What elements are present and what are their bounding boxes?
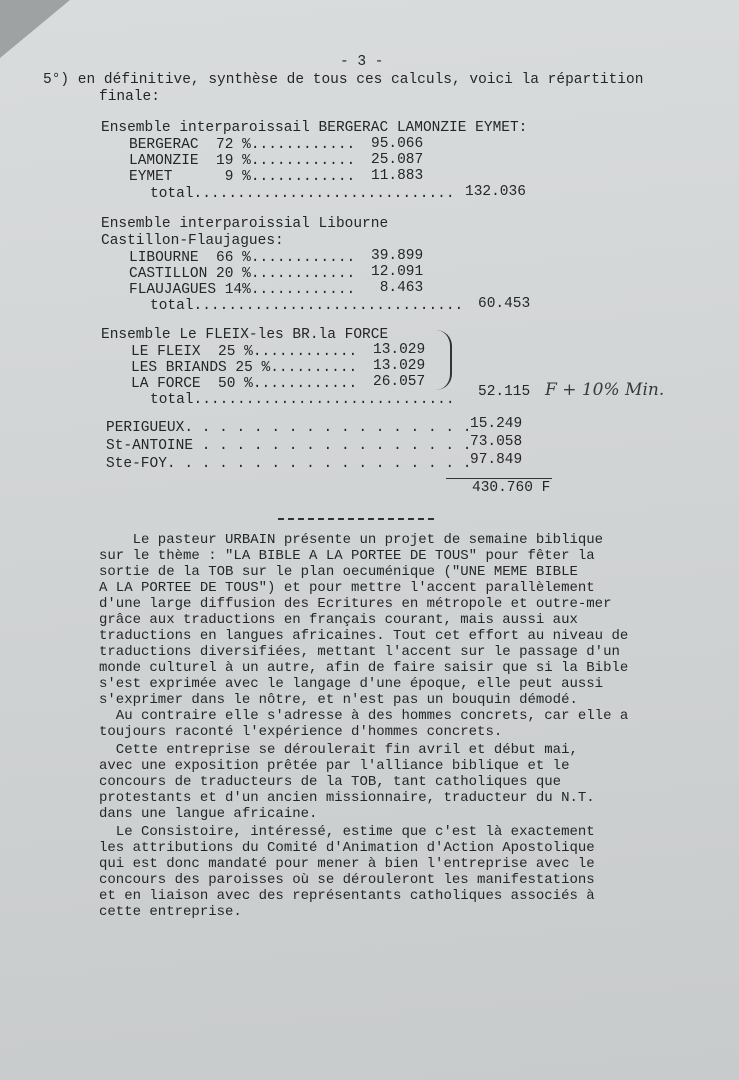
row-value: 11.883	[371, 168, 424, 184]
paragraph-line: Le pasteur URBAIN présente un projet de semaine biblique	[99, 532, 604, 548]
intro-line: 5°) en définitive, synthèse de tous ces calculs, voici la répartition	[43, 72, 644, 88]
row-label: Ste-FOY. . . . . . . . . . . . . . . . . .	[106, 456, 472, 472]
paragraph-line: Au contraire elle s'adresse à des hommes concrets, car elle a	[99, 708, 629, 724]
paragraph-line: protestants et d'un ancien missionnaire, traducteur du N.T.	[99, 790, 595, 806]
paragraph-line: s'exprimer dans le nôtre, et n'est pas un bouquin démodé.	[99, 692, 578, 708]
paragraph-line: et en liaison avec des représentants catholiques associés à	[99, 888, 595, 904]
handwritten-note: F + 10% Min.	[545, 380, 665, 400]
row-label: LES BRIANDS 25 %..........	[131, 360, 358, 376]
section-separator	[278, 518, 434, 520]
row-value: 15.249	[470, 416, 523, 432]
row-label: EYMET 9 %............	[129, 169, 356, 185]
row-value: 12.091	[371, 264, 424, 280]
total-label: total..............................	[150, 392, 455, 408]
paragraph-line: cette entreprise.	[99, 904, 242, 920]
row-label: LAMONZIE 19 %............	[129, 153, 356, 169]
paragraph-line: toujours raconté l'expérience d'hommes concrets.	[99, 724, 503, 740]
handwritten-brace	[436, 330, 452, 390]
group-title: Ensemble interparoissial Libourne	[101, 216, 389, 232]
paragraph-line: traductions diversifiées, mettant l'accent sur le passage d'un	[99, 644, 620, 660]
total-label: total...............................	[150, 298, 464, 314]
row-value: 13.029	[373, 342, 426, 358]
paragraph-line: s'est exprimée avec le langage d'une époque, elle peut aussi	[99, 676, 604, 692]
total-rule	[446, 478, 552, 479]
row-label: BERGERAC 72 %............	[129, 137, 356, 153]
intro-line: finale:	[99, 89, 160, 105]
paragraph-line: concours de traducteurs de la TOB, tant catholiques que	[99, 774, 562, 790]
row-value: 39.899	[371, 248, 424, 264]
folded-corner	[0, 0, 70, 58]
paragraph-line: A LA PORTEE DE TOUS") et pour mettre l'accent parallèlement	[99, 580, 595, 596]
paragraph-line: dans une langue africaine.	[99, 806, 318, 822]
group-title: Ensemble Le FLEIX-les BR.la FORCE	[101, 327, 389, 343]
paragraph-line: d'une large diffusion des Ecritures en métropole et outre-mer	[99, 596, 612, 612]
row-label: LIBOURNE 66 %............	[129, 250, 356, 266]
row-value: 8.463	[371, 280, 424, 296]
row-value: 26.057	[373, 374, 426, 390]
paragraph-line: monde culturel à un autre, afin de faire saisir que si la Bible	[99, 660, 629, 676]
row-value: 13.029	[373, 358, 426, 374]
paragraph-line: Le Consistoire, intéressé, estime que c'est là exactement	[99, 824, 595, 840]
row-label: LE FLEIX 25 %............	[131, 344, 358, 360]
row-label: FLAUJAGUES 14%............	[129, 282, 356, 298]
row-value: 97.849	[470, 452, 523, 468]
row-value: 25.087	[371, 152, 424, 168]
paragraph-line: sur le thème : "LA BIBLE A LA PORTEE DE TOUS" pour fêter la	[99, 548, 595, 564]
paragraph-line: concours des paroisses où se dérouleront les manifestations	[99, 872, 595, 888]
row-label: PERIGUEUX. . . . . . . . . . . . . . . . .	[106, 420, 472, 436]
paragraph-line: sortie de la TOB sur le plan oecuménique ("UNE MEME BIBLE	[99, 564, 578, 580]
paragraph-line: Cette entreprise se déroulerait fin avril et début mai,	[99, 742, 578, 758]
group-title: Ensemble interparoissail BERGERAC LAMONZIE EYMET:	[101, 120, 528, 136]
row-value: 73.058	[470, 434, 523, 450]
total-value: 132.036	[465, 184, 526, 200]
row-label: CASTILLON 20 %............	[129, 266, 356, 282]
total-value: 60.453	[478, 296, 531, 312]
paragraph-line: qui est donc mandaté pour mener à bien l'entreprise avec le	[99, 856, 595, 872]
group-title: Castillon-Flaujagues:	[101, 233, 284, 249]
page-number: - 3 -	[340, 54, 384, 70]
total-label: total..............................	[150, 186, 455, 202]
paragraph-line: traductions en langues africaines. Tout cet effort au niveau de	[99, 628, 629, 644]
paragraph-line: avec une exposition prêtée par l'alliance biblique et le	[99, 758, 570, 774]
total-value: 52.115	[478, 384, 531, 400]
paragraph-line: les attributions du Comité d'Animation d'Action Apostolique	[99, 840, 595, 856]
paragraph-line: grâce aux traductions en français courant, mais aussi aux	[99, 612, 578, 628]
row-value: 95.066	[371, 136, 424, 152]
row-label: LA FORCE 50 %............	[131, 376, 358, 392]
row-label: St-ANTOINE . . . . . . . . . . . . . . . .	[106, 438, 472, 454]
grand-total: 430.760 F	[472, 480, 551, 496]
